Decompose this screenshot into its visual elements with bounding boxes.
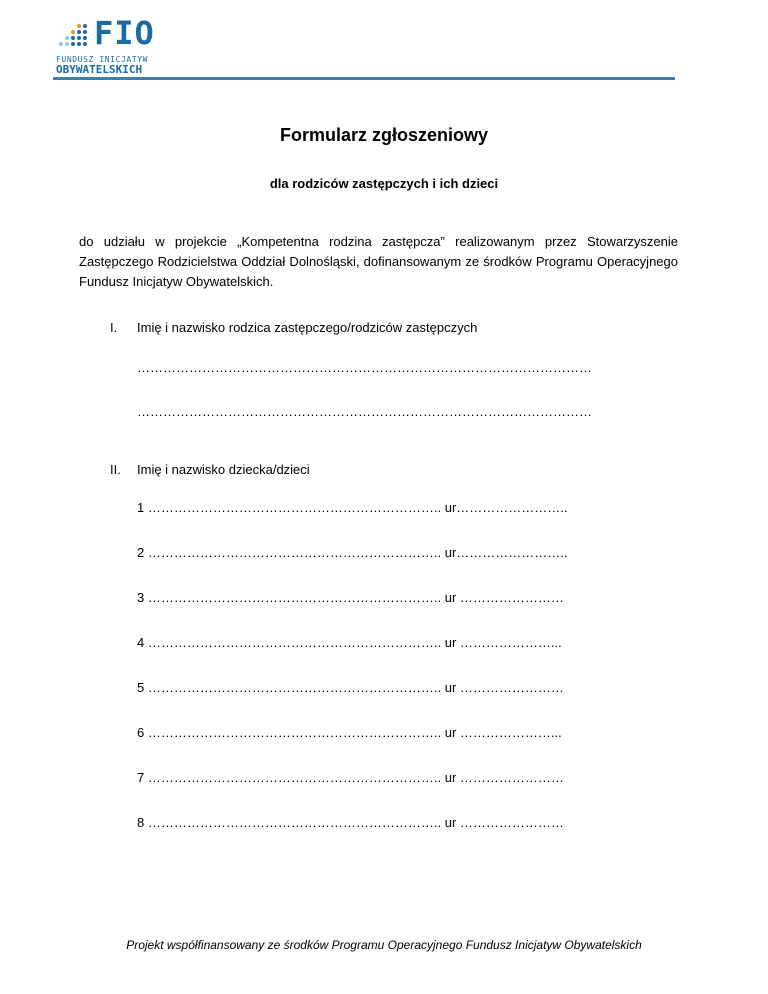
section-2-number: II. [110,462,121,477]
child-birth-field[interactable]: ur …………………… [444,680,564,695]
child-row-4[interactable] [137,635,562,650]
section-1-heading [110,320,477,335]
child-name-field[interactable]: ………………………………………………………….. [147,815,442,830]
logo-text: FIO [94,14,155,52]
child-birth-field[interactable]: ur …………………… [444,590,564,605]
child-name-field[interactable]: ………………………………………………………….. [147,500,442,515]
child-row-5[interactable] [137,680,564,695]
child-row-number: 4 [137,635,145,650]
child-row-number: 8 [137,815,145,830]
header-divider [53,77,675,80]
child-row-1[interactable] [137,500,568,515]
page-title: Formularz zgłoszeniowy [279,125,489,145]
parent-name-field-1[interactable]: …………………………………………………………………………………………… [137,360,592,375]
child-name-field[interactable]: ………………………………………………………….. [147,770,442,785]
child-row-number: 6 [137,725,145,740]
section-1-label: Imię i nazwisko rodzica zastępczego/rodziców zastępczych [137,320,478,335]
page-subtitle: dla rodziców zastępczych i ich dzieci [269,176,499,191]
child-birth-field[interactable]: ur …………………… [444,815,564,830]
section-1-number: I. [110,320,118,335]
child-birth-field[interactable]: ur …………………... [444,635,562,650]
page-footer: Projekt współfinansowany ze środków Programu Operacyjnego Fundusz Inicjatyw Obywatelskich [126,938,642,952]
child-row-7[interactable] [137,770,564,785]
section-2-label: Imię i nazwisko dziecka/dzieci [137,462,310,477]
child-row-number: 3 [137,590,145,605]
logo-subtitle-line2: OBYWATELSKICH [56,63,143,76]
child-row-number: 2 [137,545,145,560]
child-name-field[interactable]: ………………………………………………………….. [147,590,442,605]
child-row-number: 1 [137,500,145,515]
child-name-field[interactable]: ………………………………………………………….. [147,635,442,650]
child-name-field[interactable]: ………………………………………………………….. [147,545,442,560]
child-row-6[interactable] [137,725,562,740]
child-birth-field[interactable]: ur…………………….. [444,500,568,515]
logo-subtitle-line1: FUNDUSZ INICJATYW [56,55,149,64]
child-name-field[interactable]: ………………………………………………………….. [147,725,442,740]
child-row-8[interactable] [137,815,564,830]
child-birth-field[interactable]: ur …………………... [444,725,562,740]
child-birth-field[interactable]: ur…………………….. [444,545,568,560]
child-row-number: 5 [137,680,145,695]
intro-paragraph: do udziału w projekcie „Kompetentna rodzina zastępcza” realizowanym przez Stowarzyszenie Zastępczego Rodzicielstwa Oddział Dolnośląski, dofinansowanym ze środków Programu Operacyjnego Fundusz Inicjatyw Obywatelskich. [79,234,678,289]
parent-name-field-2[interactable]: …………………………………………………………………………………………… [137,404,592,419]
child-name-field[interactable]: ………………………………………………………….. [147,680,442,695]
fio-dots-icon [58,22,88,48]
child-birth-field[interactable]: ur …………………… [444,770,564,785]
child-row-3[interactable] [137,590,564,605]
fio-logo [54,14,179,76]
child-row-2[interactable] [137,545,568,560]
child-row-number: 7 [137,770,145,785]
section-2-heading [110,462,310,477]
